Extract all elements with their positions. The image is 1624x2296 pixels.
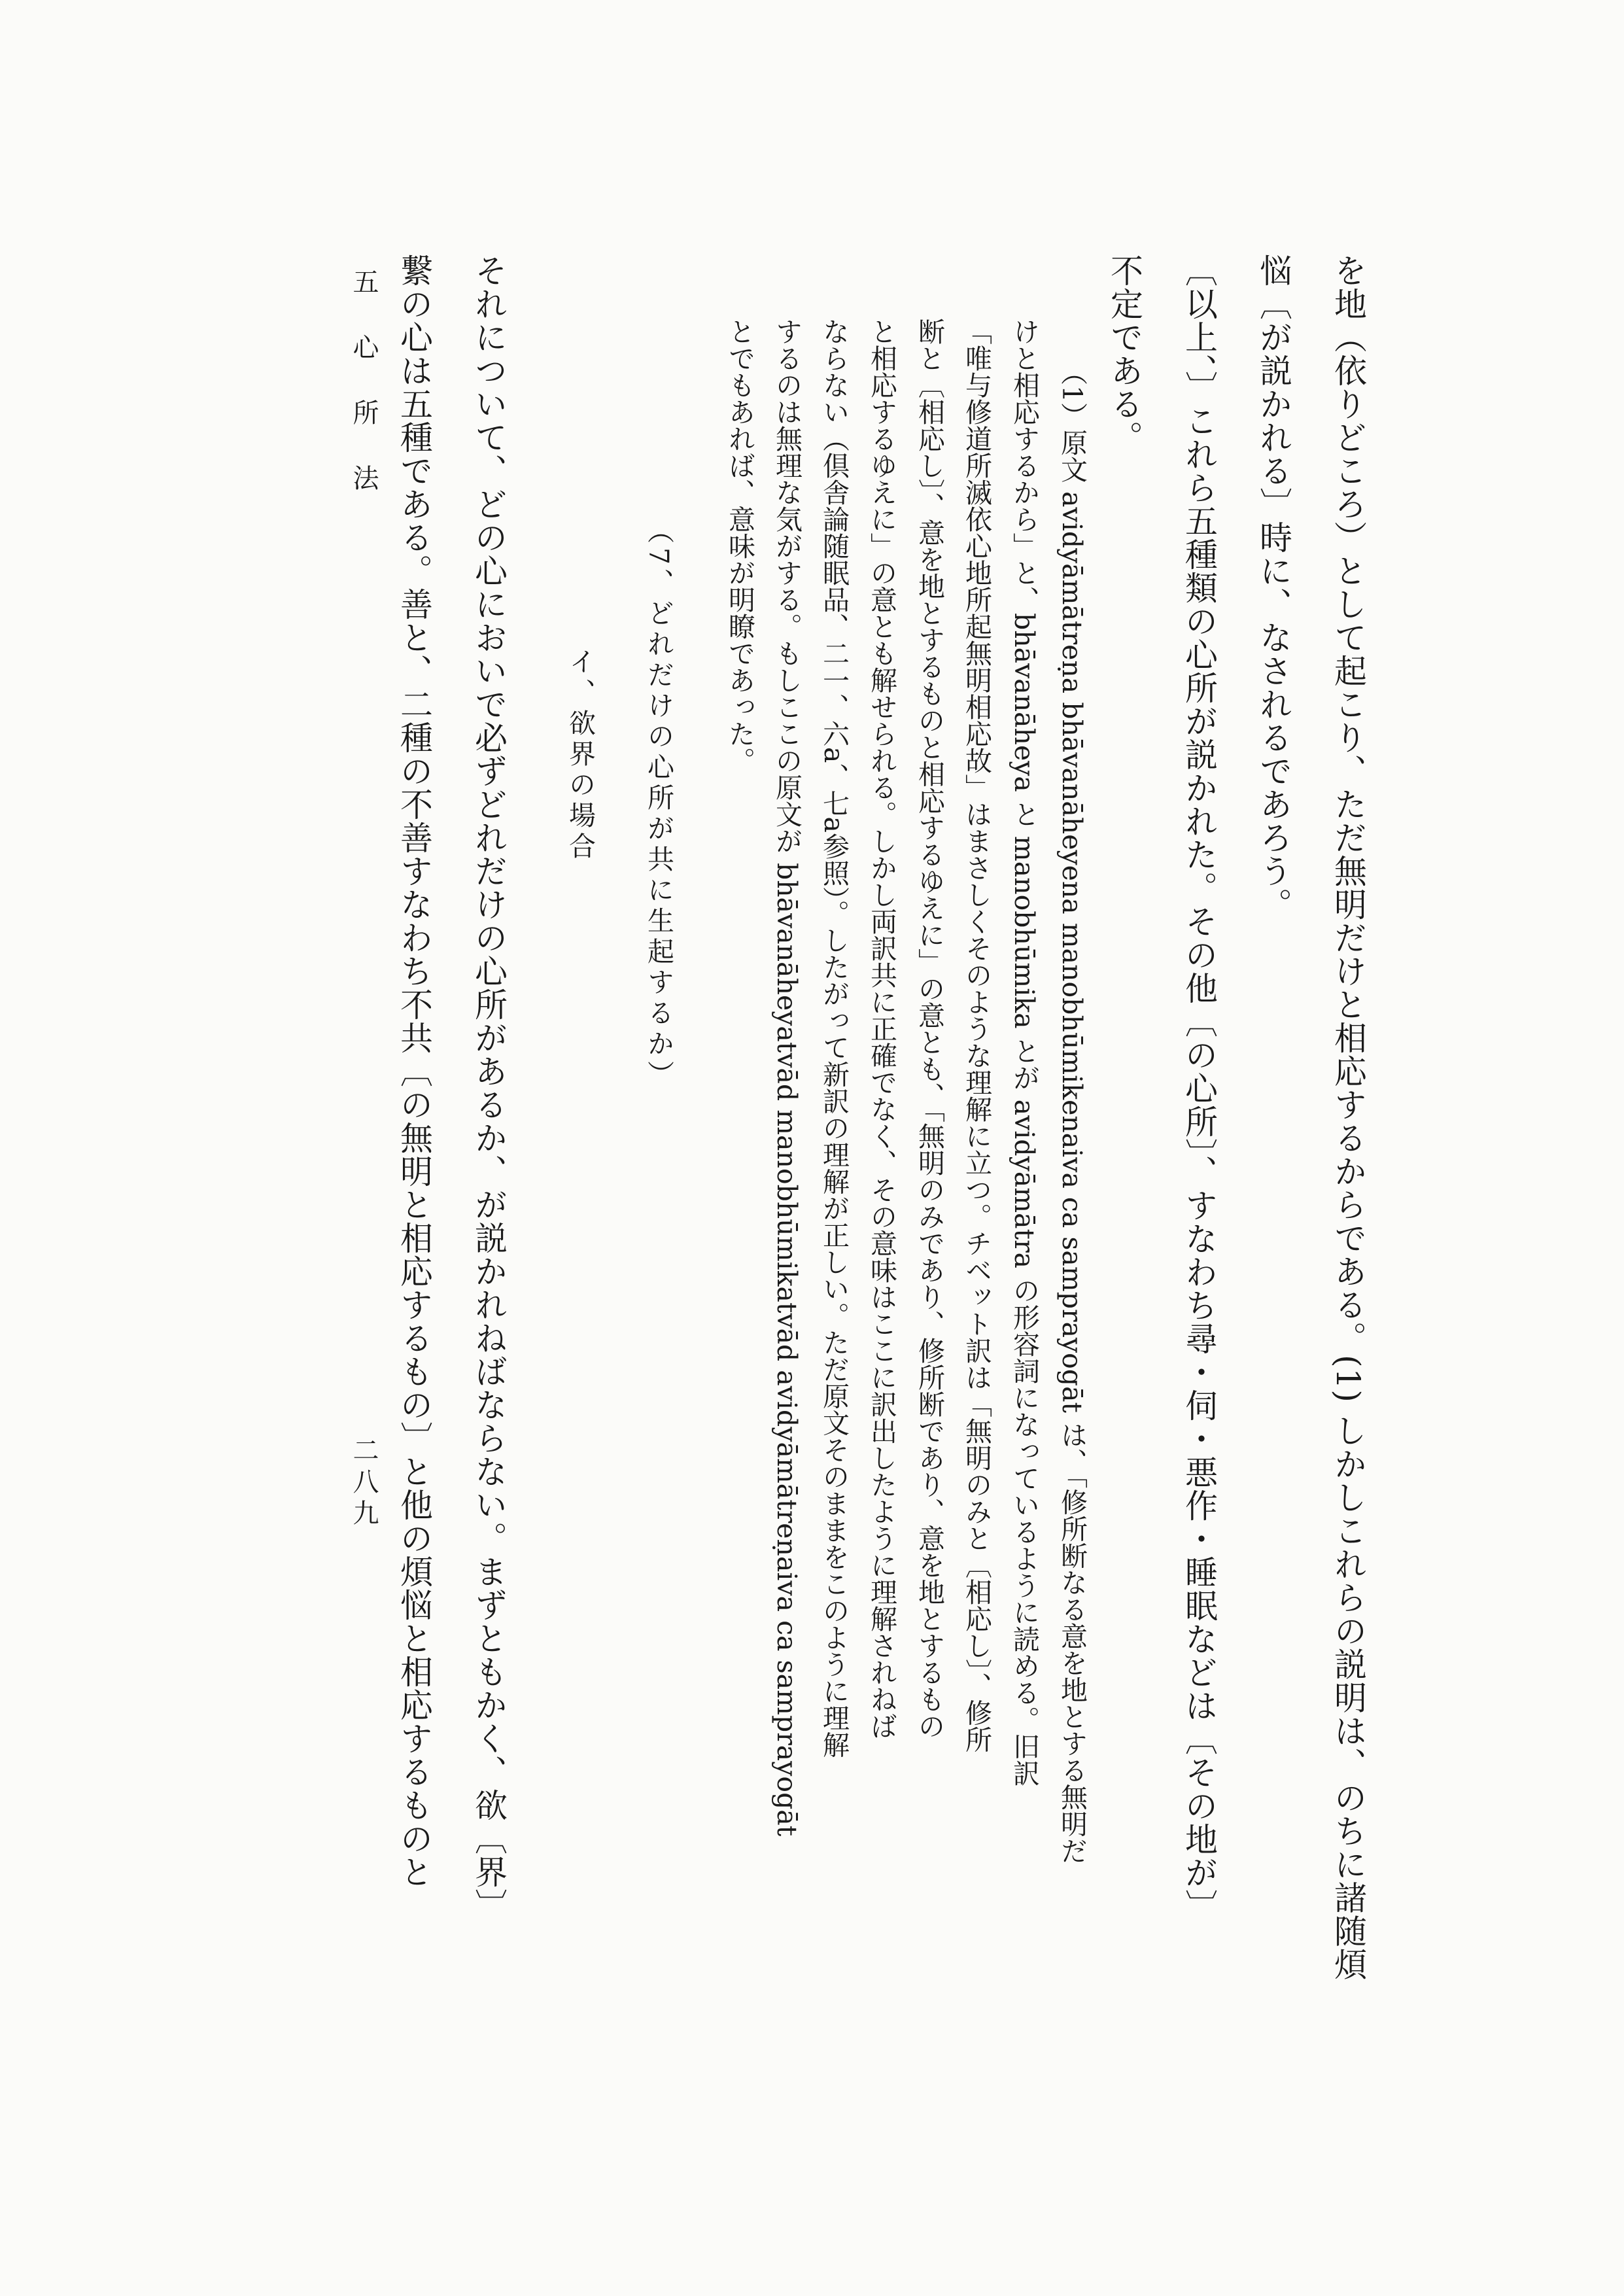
body-line-2: 悩〔が説かれる〕時に、なされるであろう。 <box>1254 254 1292 921</box>
body-line-6: 繋の心は五種である。善と、二種の不善すなわち不共〔の無明と相応するもの〕と他の煩悩と相応するものと <box>395 254 433 1888</box>
note-line-8: とでもあれば、意味が明瞭であった。 <box>724 318 755 774</box>
subsection-heading: イ、欲界の場合 <box>564 648 596 863</box>
body-line-5: それについて、どの心においで必ずどれだけの心所があるか、が説かれねばならない。まずともかく、欲〔界〕 <box>470 254 508 1922</box>
body-line-4: 不定である。 <box>1105 254 1143 454</box>
note-line-1: （1）原文 avidyāmātreṇa bhāvanāheyena manobhūmikenaiva ca samprayogāt は、「修所断なる意を地とする無明だ <box>1056 358 1088 1864</box>
body-line-1: を地（依りどころ）として起こり、ただ無明だけと相応するからである。(1) しかしこれらの説明は、のちに諸随煩 <box>1329 254 1367 1981</box>
note-line-2: けと相応するから」と、bhāvanāheya と manobhūmika とが avidyāmātra の形容詞になっているように読める。旧訳 <box>1009 318 1040 1787</box>
footer-title: 五心所法 <box>349 268 379 530</box>
note-line-4: 断と〔相応し〕、意を地とするものと相応するゆえに」の意とも、「無明のみであり、修所断であり、意を地とするもの <box>914 318 945 1739</box>
body-line-3: 〔以上、〕これら五種類の心所が説かれた。その他〔の心所〕、すなわち尋・伺・悪作・睡眠などは〔その地が〕 <box>1180 254 1218 1922</box>
note-line-6: ならない（倶舎論随眠品、二一、六a、七a参照）。したがって新訳の理解が正しい。ただ原文そのままをこのように理解 <box>818 318 850 1758</box>
section-heading: （7、どれだけの心所が共に生起するか） <box>643 517 674 1092</box>
note-line-5: と相応するゆえに」の意とも解せられる。しかし両訳共に正確でなく、その意味はここに訳出したように理解されねば <box>866 318 897 1739</box>
note-line-3: 「唯与修道所滅依心地所起無明相応故」はまさしくそのような理解に立つ。チベット訳は「無明のみと〔相応し〕、修所 <box>961 318 992 1753</box>
note-line-7: するのは無理な気がする。もしここの原文が bhāvanāheyatvād manobhūmikatvād avidyāmātreṇaiva ca samprayogāt <box>771 318 803 1837</box>
page-number: 二八九 <box>349 1436 379 1531</box>
